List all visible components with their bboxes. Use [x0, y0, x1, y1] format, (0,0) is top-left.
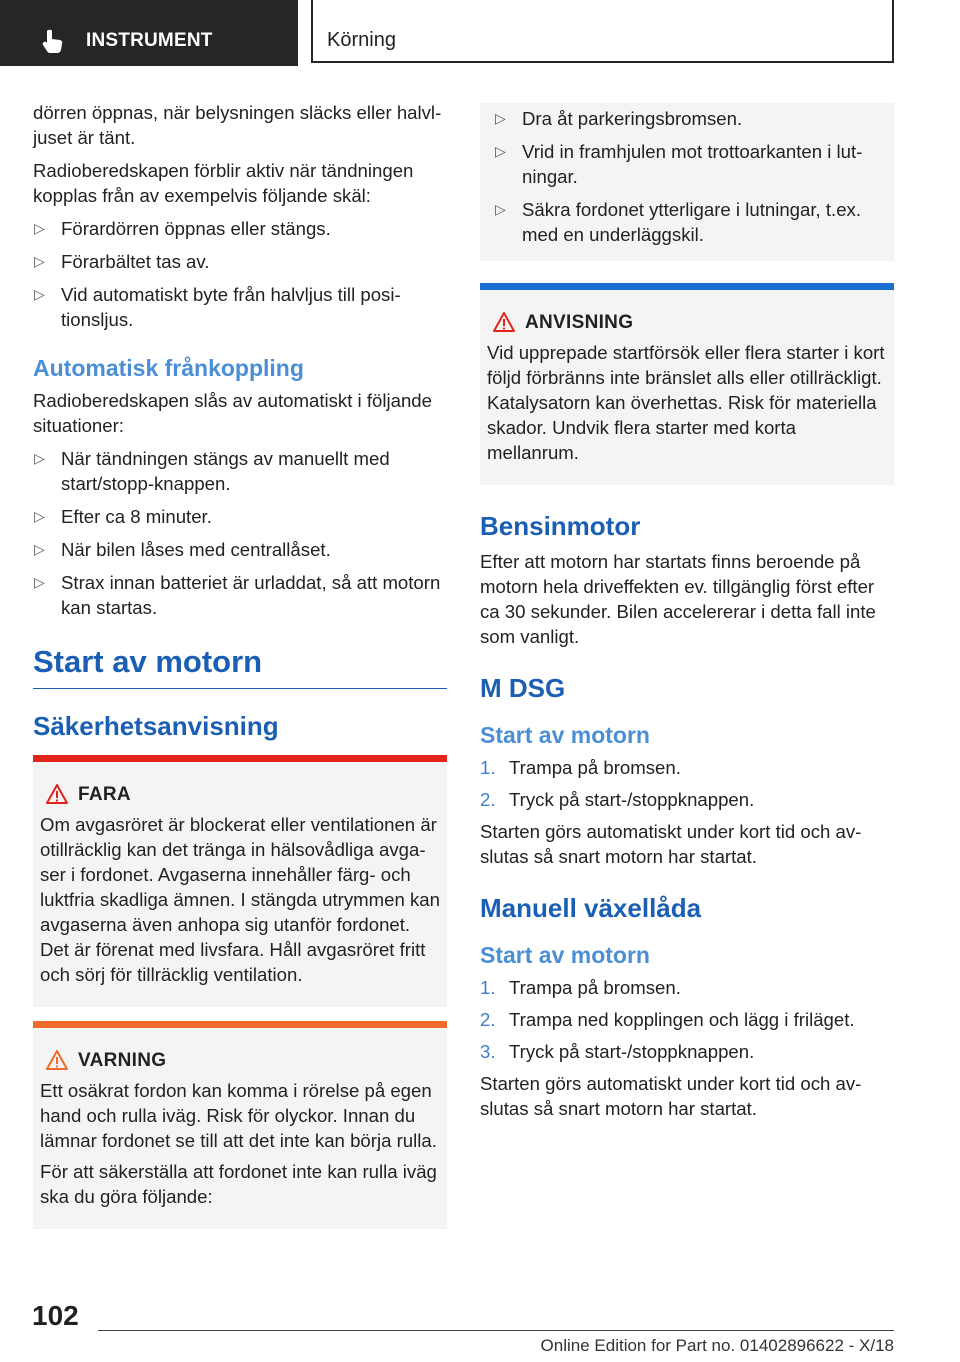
bullet-list-3	[480, 106, 887, 247]
mdsg-subheading: Start av motorn	[480, 722, 650, 748]
section-tab	[0, 0, 298, 66]
continued-box	[480, 103, 894, 261]
triangle-right-icon: ▷	[34, 286, 45, 302]
triangle-right-icon: ▷	[495, 201, 506, 217]
list-item: ▷ Vid automatiskt byte från halvljus till positionsljus.	[34, 284, 401, 330]
manual-heading: Manuell växellåda	[480, 893, 702, 923]
list-item: 2. Tryck på start-/stoppknappen.	[480, 789, 755, 810]
chapter-title: Körning	[327, 29, 396, 51]
auto-off-text: Radioberedskapen slås av automatiskt i följande situationer:	[33, 390, 432, 436]
footer-divider	[98, 1330, 894, 1331]
warning-triangle-icon	[45, 1049, 69, 1071]
petrol-heading: Bensinmotor	[480, 511, 641, 541]
list-item: 1. Trampa på bromsen.	[480, 757, 681, 778]
manual-steps	[480, 975, 894, 1064]
mdsg-heading: M DSG	[480, 673, 566, 703]
warning-triangle-icon	[45, 783, 69, 805]
start-engine-heading: Start av motorn	[33, 644, 447, 689]
list-item: ▷ Säkra fordonet ytterligare i lutningar, t.ex. med en underläggskil.	[495, 199, 861, 245]
list-item: ▷ Strax innan batteriet är urladdat, så att motorn kan startas.	[34, 572, 441, 618]
page-header	[0, 0, 960, 66]
safety-heading: Säkerhetsanvisning	[33, 711, 279, 741]
triangle-right-icon: ▷	[34, 220, 45, 236]
page-number: 102	[32, 1300, 79, 1331]
triangle-right-icon: ▷	[34, 508, 45, 524]
list-item: 1. Trampa på bromsen.	[480, 977, 681, 998]
bullet-list-1	[33, 216, 447, 332]
mdsg-text: Starten görs automatiskt under kort tid och avslutas så snart motorn har startat.	[480, 821, 862, 867]
pointing-hand-icon	[40, 28, 66, 54]
list-item: 3. Tryck på start-/stoppknappen.	[480, 1041, 755, 1062]
triangle-right-icon: ▷	[34, 253, 45, 269]
warning-text-2: För att säkerställa att fordonet inte kan rulla iväg ska du göra följande:	[40, 1161, 437, 1207]
mdsg-steps	[480, 755, 894, 812]
left-column	[33, 100, 447, 1229]
petrol-text: Efter att motorn har startats finns beroende på motorn hela driveffekten ev. tillgänglig först efter ca 30 sekunder. Bilen accelererar i detta fall inte som vanligt.	[480, 551, 876, 647]
manual-subheading: Start av motorn	[480, 942, 650, 968]
danger-text: Om avgasröret är blockerat eller ventilationen är otillräcklig kan det tränga in hälsovådliga avgaser i fordonet. Avgaserna innehåller färg- och luktfria skadliga ämnen. I stängda utrymmen kan avgaserna även anhopa sig utanför fordonet. Det är förenat med livsfara. Håll avgasröret fritt och sörj för tillräcklig ventilation.	[40, 814, 440, 985]
right-column	[480, 103, 894, 1129]
manual-text: Starten görs automatiskt under kort tid och avslutas så snart motorn har startat.	[480, 1073, 862, 1119]
warning-title: VARNING	[40, 1048, 440, 1074]
triangle-right-icon: ▷	[34, 541, 45, 557]
intro-paragraph-2: Radioberedskapen förblir aktiv när tändningen kopplas från av exempelvis följande skäl:	[33, 160, 414, 206]
list-item: ▷ Vrid in framhjulen mot trottoarkanten i lutningar.	[495, 141, 863, 187]
danger-title: FARA	[40, 782, 440, 808]
list-item: ▷ Efter ca 8 minuter.	[34, 506, 212, 527]
edition-note: Online Edition for Part no. 01402896622 - X/18	[540, 1336, 894, 1355]
list-item: ▷ Förardörren öppnas eller stängs.	[34, 218, 331, 239]
list-item: ▷ Förarbältet tas av.	[34, 251, 210, 272]
notice-text: Vid upprepade startförsök eller flera starter i kort följd förbränns inte bränslet alls eller otillräckligt. Katalysatorn kan överhettas. Risk för materiella skador. Undvik flera starter med korta mellanrum.	[487, 342, 885, 463]
section-title: INSTRUMENT	[86, 30, 213, 51]
bullet-list-2	[33, 446, 447, 620]
danger-box	[33, 755, 447, 1007]
list-item: 2. Trampa ned kopplingen och lägg i friläget.	[480, 1009, 855, 1030]
triangle-right-icon: ▷	[34, 574, 45, 590]
list-item: ▷ När tändningen stängs av manuellt med start/stopp-knappen.	[34, 448, 390, 494]
warning-triangle-icon	[492, 311, 516, 333]
list-item: ▷ När bilen låses med centrallåset.	[34, 539, 331, 560]
chapter-tab	[311, 0, 894, 63]
notice-box	[480, 283, 894, 485]
warning-box	[33, 1021, 447, 1229]
list-item: ▷ Dra åt parkeringsbromsen.	[495, 108, 743, 129]
notice-title: ANVISNING	[487, 310, 887, 336]
warning-text-1: Ett osäkrat fordon kan komma i rörelse på egen hand och rulla iväg. Risk för olyckor. Innan du lämnar fordonet se till att det inte kan börja rulla.	[40, 1080, 437, 1151]
triangle-right-icon: ▷	[34, 450, 45, 466]
triangle-right-icon: ▷	[495, 110, 506, 126]
auto-off-heading: Automatisk frånkoppling	[33, 355, 304, 381]
intro-paragraph-1: dörren öppnas, när belysningen släcks eller halvljuset är tänt.	[33, 102, 442, 148]
triangle-right-icon: ▷	[495, 143, 506, 159]
